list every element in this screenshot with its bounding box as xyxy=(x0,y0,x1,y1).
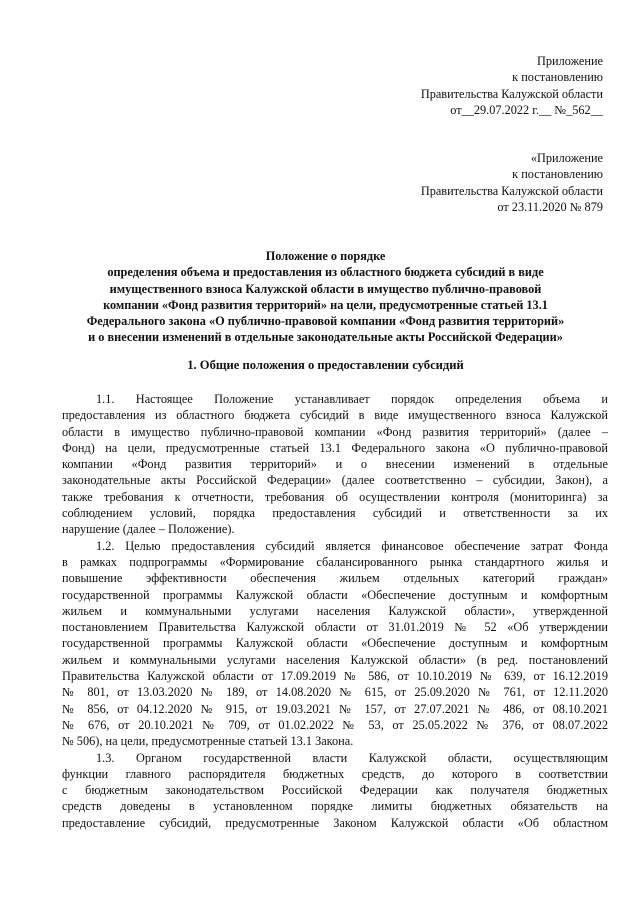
text-line: функции главного распорядителя бюджетных средств, до которого в соответствии xyxy=(62,766,608,781)
text-line: № 801, от 13.03.2020 № 189, от 14.08.2020 № 615, от 25.09.2020 № 761, от 12.11.2020 xyxy=(62,685,608,700)
text-line: предоставления из областного бюджета субсидий в виде имущественного взноса Калужской xyxy=(62,408,608,423)
text-line: компании «Фонд развития территорий» и о внесении изменений в отдельные xyxy=(62,457,608,472)
text-line: жильем и коммунальными услугами населения Калужской области» (в ред. постановлений xyxy=(62,652,608,667)
text-line: № 856, от 04.12.2020 № 915, от 19.03.2021 № 157, от 27.07.2021 № 486, от 08.10.2021 xyxy=(62,701,608,716)
text-line: № 676, от 20.10.2021 № 709, от 01.02.2022 № 53, от 25.05.2022 № 376, от 08.07.2022 xyxy=(62,717,608,732)
paragraph-1-3 xyxy=(62,750,608,831)
paragraph-1-2 xyxy=(62,538,608,750)
original-appendix-issuer: Правительства Калужской области xyxy=(420,183,603,198)
title-line: имущественного взноса Калужской области в имущество публично-правовой xyxy=(109,281,542,296)
text-line: 1.3. Органом государственной власти Калужской области, осуществляющим xyxy=(96,750,608,765)
appendix-issuer: Правительства Калужской области xyxy=(420,86,603,101)
text-line: государственной программы Калужской области «Обеспечение доступным и комфортным xyxy=(62,587,608,602)
appendix-date-number: от__29.07.2022 г.__ №_562__ xyxy=(450,103,603,118)
text-line: в рамках подпрограммы «Формирование сбалансированного рынка стандартного жилья и xyxy=(62,554,608,569)
title-line: Федерального закона «О публично-правовой компании «Фонд развития территорий» xyxy=(86,314,565,329)
appendix-resolution-ref: к постановлению xyxy=(512,70,603,85)
original-appendix-date-number: от 23.11.2020 № 879 xyxy=(497,200,603,215)
text-line: Правительства Калужской области от 17.09.2019 № 586, от 10.10.2019 № 639, от 16.12.2019 xyxy=(62,669,608,684)
title-line: определения объема и предоставления из областного бюджета субсидий в виде xyxy=(107,265,544,280)
text-line: № 506), на цели, предусмотренные статьей 13.1 Закона. xyxy=(62,734,354,749)
body-text xyxy=(62,391,608,831)
text-line: нарушение (далее – Положение). xyxy=(62,522,235,537)
text-line: повышение эффективности обеспечения жильем отдельных категорий граждан» xyxy=(62,571,608,586)
title-line: Положение о порядке xyxy=(265,249,386,263)
original-appendix-label: «Приложение xyxy=(530,151,603,165)
text-line: постановлением Правительства Калужской области от 31.01.2019 № 52 «Об утверждении xyxy=(62,620,608,635)
text-line: с бюджетным законодательством Российской Федерации как получателя бюджетных xyxy=(62,783,608,798)
text-line: государственной программы Калужской области «Обеспечение доступным и комфортным xyxy=(62,636,608,651)
title-line: и о внесении изменений в отдельные законодательные акты Российской Федерации» xyxy=(88,330,563,345)
original-appendix-resolution-ref: к постановлению xyxy=(512,167,603,182)
text-line: Фонд) на цели, предусмотренные статьей 13.1 Федерального закона «О публично-правовой xyxy=(62,440,608,455)
text-line: 1.2. Целью предоставления субсидий является финансовое обеспечение затрат Фонда xyxy=(96,538,608,553)
text-line: средств доведены в установленном порядке лимиты бюджетных обязательств на xyxy=(62,799,608,814)
appendix-header xyxy=(421,53,603,119)
original-appendix-header xyxy=(421,150,603,216)
text-line: 1.1. Настоящее Положение устанавливает порядок определения объема и xyxy=(96,392,608,406)
title-line: компании «Фонд развития территорий» на цели, предусмотренные статьей 13.1 xyxy=(103,297,548,312)
text-line: жильем и коммунальными услугами населения Калужской области», утвержденной xyxy=(62,603,608,618)
text-line: предоставление субсидий, предусмотренные Законом Калужской области «Об областном xyxy=(62,815,608,830)
section-heading: 1. Общие положения о предоставлении субсидий xyxy=(187,358,464,372)
text-line: также требования к отчетности, требования об осуществлении контроля (мониторинга) за xyxy=(62,489,608,504)
appendix-label: Приложение xyxy=(537,54,603,68)
text-line: области в имущество публично-правовой компании «Фонд развития территорий» (далее – xyxy=(62,424,608,439)
document-title xyxy=(44,248,607,346)
text-line: законодательные акты Российской Федерации» (далее соответственно – субсидии, Закон), а xyxy=(62,473,608,488)
text-line: соблюдением условий, порядка предоставления субсидий и ответственности за их xyxy=(62,506,608,521)
paragraph-1-1 xyxy=(62,391,608,538)
